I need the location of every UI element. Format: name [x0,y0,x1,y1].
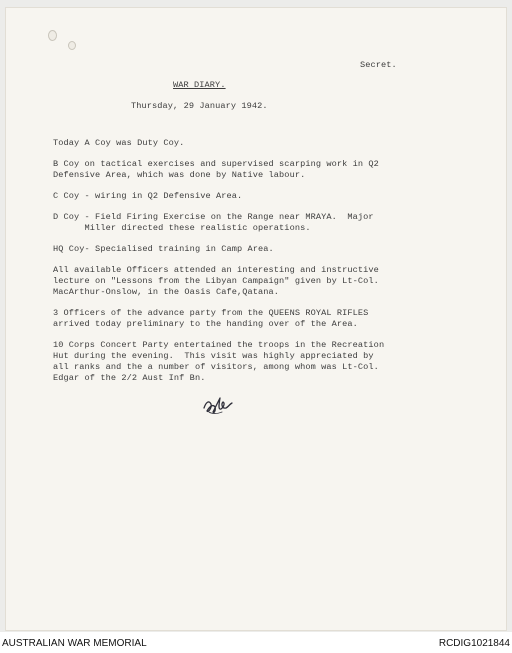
archive-credit: AUSTRALIAN WAR MEMORIAL [2,638,147,649]
archive-reference: RCDIG1021844 [438,638,510,649]
diary-entry: 3 Officers of the advance party from the QUEENS ROYAL RIFLES arrived today preliminary to the handing over of the Area. [53,308,369,329]
classification-label: Secret. [360,60,397,70]
punch-hole-mark [48,30,57,41]
punch-hole-mark [68,41,76,50]
diary-entry: C Coy - wiring in Q2 Defensive Area. [53,191,243,201]
diary-entry: D Coy - Field Firing Exercise on the Range near MRAYA. Major Miller directed these realistic operations. [53,212,374,233]
handwritten-initials [200,392,236,418]
page-title: WAR DIARY. [173,80,226,90]
diary-entry: HQ Coy- Specialised training in Camp Area. [53,244,274,254]
diary-entry: B Coy on tactical exercises and supervised scarping work in Q2 Defensive Area, which was done by Native labour. [53,159,379,180]
diary-entry: Today A Coy was Duty Coy. [53,138,185,148]
diary-date: Thursday, 29 January 1942. [131,101,268,111]
diary-entry: 10 Corps Concert Party entertained the troops in the Recreation Hut during the evening. This visit was highly appreciated by all ranks and the a number of visitors, among whom was Lt-Col. Edgar of the 2/2 Aust Inf Bn. [53,340,385,383]
diary-entry: All available Officers attended an interesting and instructive lecture on "Lessons from the Libyan Campaign" given by Lt-Col. MacArthur-Onslow, in the Oasis Cafe,Qatana. [53,265,379,297]
